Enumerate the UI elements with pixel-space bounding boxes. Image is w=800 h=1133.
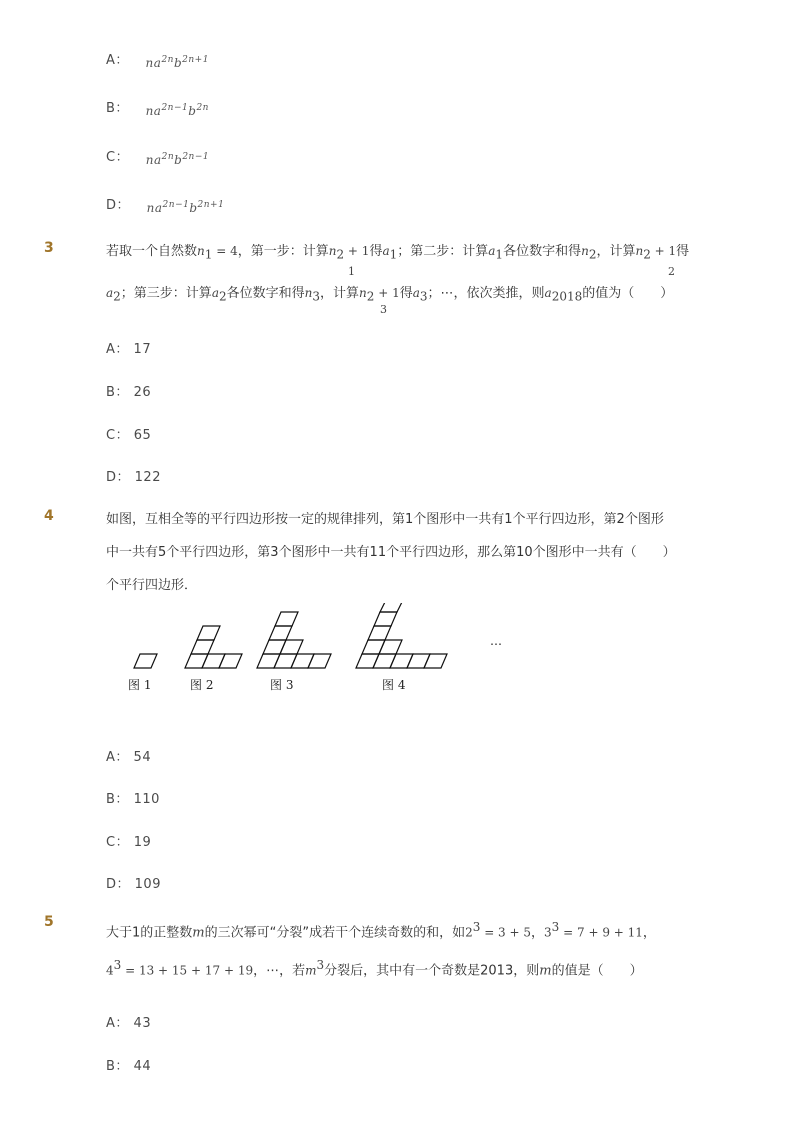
formula-exponent: 2n−1 [162, 200, 190, 210]
parallelogram [134, 654, 157, 668]
option-c[interactable] [106, 424, 151, 443]
option-label: B： [106, 792, 129, 807]
math-var: a [488, 244, 496, 258]
option-formula [146, 104, 209, 118]
formula-base: b [173, 56, 183, 70]
math-var: n [581, 244, 589, 258]
math-exponent: 3 [551, 920, 560, 934]
option-label: A： [106, 1016, 129, 1031]
option-a[interactable] [106, 338, 151, 357]
parallelogram-diagram [120, 603, 520, 693]
option-value: 65 [133, 428, 152, 443]
figure-label: 图 1 [128, 678, 152, 692]
math-expr: + 1 [650, 244, 677, 258]
option-label: B： [106, 385, 129, 400]
math-var: a [412, 286, 420, 300]
question-number: 5 [44, 914, 54, 930]
math-sub: 2 [336, 247, 345, 262]
math-exponent: 3 [113, 958, 122, 972]
math-var: a [211, 286, 219, 300]
math-sub: 2 [588, 247, 597, 262]
math-sub: 2 [643, 247, 651, 262]
option-value: 109 [134, 877, 161, 892]
parallelogram [368, 626, 391, 640]
question-text-line: 中一共有5个平行四边形，第3个图形中一共有11个平行四边形，那么第10个图形中一共有（ ） [106, 545, 676, 560]
option-a[interactable] [106, 1012, 151, 1031]
math-var: m [539, 963, 552, 979]
text: 的值为（ ） [582, 286, 674, 301]
option-value: 110 [133, 792, 160, 807]
math-base: 3 [544, 925, 552, 940]
text: 各位数字和得 [503, 244, 582, 259]
text: 大于1的正整数 [106, 925, 193, 941]
math-exponent: 3 [472, 920, 481, 934]
option-d[interactable] [106, 194, 224, 213]
option-value: 44 [133, 1059, 152, 1074]
math-sub: 3 [312, 289, 320, 304]
math-expr: = 7 + 9 + 11 [559, 925, 643, 940]
math-var: a [544, 286, 552, 300]
math-exponent: 3 [316, 958, 325, 972]
text: ，⋯，若 [253, 963, 306, 979]
formula-exponent: 2n+1 [197, 200, 225, 210]
option-formula [147, 201, 225, 215]
question-text-line [106, 282, 673, 304]
option-label: A： [106, 53, 129, 68]
parallelogram [197, 626, 220, 640]
option-label: A： [106, 750, 129, 765]
formula-exponent: 2n+1 [182, 55, 209, 65]
figure-label: 图 2 [190, 678, 214, 692]
math-sub: 1 [495, 247, 504, 262]
text: 各位数字和得 [226, 286, 305, 301]
text: 得 [369, 244, 383, 259]
option-label: C： [106, 428, 130, 443]
math-var: n [328, 244, 337, 258]
math-sub: 2 [366, 289, 375, 304]
math-sub: 1 [204, 247, 213, 262]
formula-exponent: 2n [196, 103, 209, 113]
math-var: a [106, 286, 114, 300]
math-var: n [304, 286, 313, 300]
option-value: 54 [133, 750, 152, 765]
option-value: 19 [133, 835, 152, 850]
question-text-line [106, 958, 643, 978]
text: 得 [676, 244, 690, 259]
text: 得 [399, 286, 413, 301]
option-d[interactable] [106, 873, 161, 892]
option-label: D： [106, 470, 131, 485]
math-expr: + 1 [374, 286, 400, 300]
math-sub: 1 [389, 247, 398, 262]
option-value: 122 [134, 470, 161, 485]
text: 的值是（ ） [551, 963, 643, 979]
text: ；第三步：计算 [120, 286, 212, 301]
math-expr: = 4 [212, 244, 238, 258]
option-value: 26 [133, 385, 152, 400]
text: ，计算 [596, 244, 636, 259]
text: ， [642, 925, 656, 941]
question-text-line [106, 920, 656, 940]
math-base: 4 [106, 963, 114, 978]
figure-label: 图 3 [270, 678, 294, 692]
parallelogram [424, 654, 447, 668]
text: 若取一个自然数 [106, 244, 198, 259]
math-base: 2 [465, 925, 473, 940]
parallelogram [379, 640, 402, 654]
parallelogram [308, 654, 331, 668]
question-number: 3 [44, 240, 54, 256]
option-c[interactable] [106, 146, 209, 165]
formula-base: b [189, 201, 198, 215]
option-b[interactable] [106, 788, 160, 807]
formula-base: b [188, 104, 197, 118]
parallelogram [374, 612, 397, 626]
option-label: B： [106, 1059, 129, 1074]
superscript-fragment: 1 [348, 265, 355, 278]
formula-base: na [146, 201, 163, 215]
math-sub: 2 [113, 289, 121, 304]
text: ， [531, 925, 545, 941]
question-number: 4 [44, 508, 54, 524]
parallelogram [380, 603, 403, 612]
text: 分裂后，其中有一个奇数是2013，则 [324, 963, 540, 979]
option-label: D： [106, 198, 131, 213]
formula-base: na [145, 104, 162, 118]
parallelogram [275, 612, 298, 626]
math-sub: 2 [218, 289, 227, 304]
parallelogram [269, 626, 292, 640]
option-label: D： [106, 877, 131, 892]
parallelogram [191, 640, 214, 654]
text: ；⋯，依次类推，则 [427, 286, 545, 301]
ellipsis: … [490, 634, 502, 648]
parallelogram-figure [120, 603, 520, 697]
formula-exponent: 2n−1 [161, 103, 189, 113]
math-var: m [305, 963, 317, 978]
formula-exponent: 2n [161, 152, 175, 162]
math-var: n [197, 244, 205, 258]
question-text-line: 个平行四边形． [106, 578, 198, 593]
formula-base: na [145, 153, 162, 167]
math-expr: + 1 [344, 244, 370, 258]
math-expr: = 3 + 5 [480, 925, 532, 940]
option-a[interactable] [106, 746, 151, 765]
math-sub: 3 [419, 289, 428, 304]
formula-base: na [145, 56, 162, 70]
option-d[interactable] [106, 466, 161, 485]
option-label: C： [106, 150, 130, 165]
option-b[interactable] [106, 1055, 151, 1074]
option-value: 43 [133, 1016, 152, 1031]
option-c[interactable] [106, 831, 151, 850]
option-b[interactable] [106, 381, 151, 400]
text: ，第一步：计算 [237, 244, 329, 259]
option-formula [146, 153, 209, 167]
math-expr: = 13 + 15 + 17 + 19 [121, 963, 254, 978]
math-sub: 2018 [551, 289, 583, 304]
parallelogram [219, 654, 242, 668]
option-value: 17 [133, 342, 152, 357]
text: ，计算 [320, 286, 360, 301]
option-a[interactable] [106, 49, 209, 68]
math-var: n [359, 286, 367, 300]
subscript-fragment: 3 [380, 303, 387, 316]
text: 的三次幂可“分裂”成若干个连续奇数的和，如 [204, 925, 466, 941]
option-b[interactable] [106, 97, 209, 116]
formula-base: b [174, 153, 183, 167]
text: ；第二步：计算 [397, 244, 489, 259]
question-text-line [106, 240, 689, 262]
superscript-fragment: 2 [668, 265, 675, 278]
option-label: C： [106, 835, 130, 850]
parallelogram [280, 640, 303, 654]
option-label: A： [106, 342, 129, 357]
math-var: a [382, 244, 390, 258]
question-text-line: 如图，互相全等的平行四边形按一定的规律排列，第1个图形中一共有1个平行四边形，第2个图形 [106, 512, 664, 527]
option-label: B： [106, 101, 129, 116]
option-formula [146, 56, 209, 70]
math-var: m [192, 925, 205, 941]
formula-exponent: 2n−1 [182, 152, 210, 162]
formula-exponent: 2n [161, 55, 174, 65]
math-var: n [635, 244, 644, 258]
figure-label: 图 4 [382, 678, 406, 692]
